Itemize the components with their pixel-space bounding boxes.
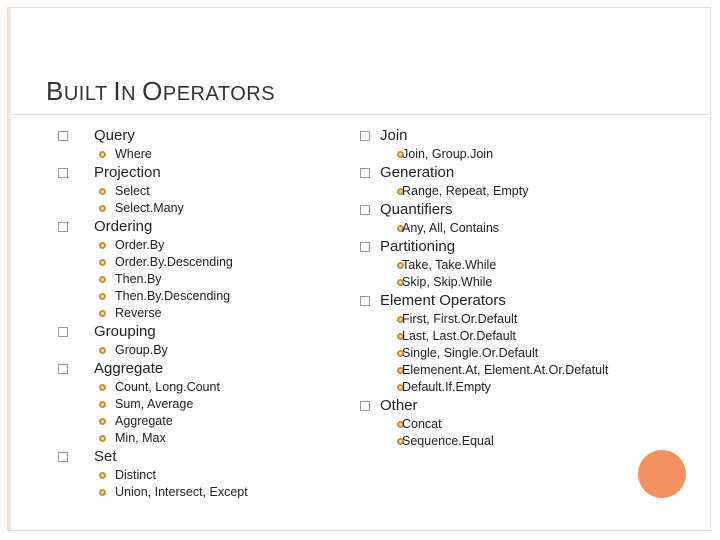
list-item-text: Sequence.Equal	[402, 434, 494, 448]
square-bullet-icon	[360, 401, 370, 411]
list-item	[58, 146, 338, 163]
list-item-text: Single, Single.Or.Default	[402, 346, 539, 360]
section-query	[58, 126, 338, 163]
list-item	[360, 328, 700, 345]
list-item-text: Then.By.Descending	[115, 289, 231, 303]
list-item-text: Min, Max	[115, 431, 166, 445]
square-bullet-icon	[58, 452, 68, 462]
section-heading-label: Partitioning	[380, 238, 456, 255]
list-item-text: Default.If.Empty	[402, 380, 491, 394]
list-item	[58, 484, 338, 501]
list-item	[58, 396, 338, 413]
square-bullet-icon	[58, 131, 68, 141]
list-item	[360, 362, 700, 379]
section-heading	[58, 163, 338, 183]
title-perators: PERATORS	[162, 83, 276, 105]
item-list	[360, 146, 700, 163]
list-item	[360, 345, 700, 362]
item-list	[58, 146, 338, 163]
section-generation	[360, 163, 700, 200]
section-set	[58, 447, 338, 501]
right-column	[360, 126, 700, 450]
item-list	[58, 342, 338, 359]
section-heading-label: Other	[380, 397, 418, 414]
section-heading	[58, 126, 338, 146]
list-item	[360, 379, 700, 396]
title-n: N	[121, 83, 143, 105]
list-item	[360, 274, 700, 291]
list-item	[58, 288, 338, 305]
item-list	[360, 220, 700, 237]
section-heading	[360, 291, 700, 311]
section-heading	[360, 126, 700, 146]
item-list	[360, 416, 700, 450]
list-item-text: Last, Last.Or.Default	[402, 329, 516, 343]
list-item	[360, 433, 700, 450]
list-item-text: Take, Take.While	[402, 258, 497, 272]
section-element-operators	[360, 291, 700, 396]
list-item	[360, 146, 700, 163]
list-item-text: Join, Group.Join	[402, 147, 494, 161]
section-join	[360, 126, 700, 163]
round-bullet-icon	[99, 347, 106, 354]
round-bullet-icon	[99, 151, 106, 158]
section-heading	[360, 163, 700, 183]
round-bullet-icon	[99, 401, 106, 408]
round-bullet-icon	[99, 384, 106, 391]
section-grouping	[58, 322, 338, 359]
round-bullet-icon	[99, 259, 106, 266]
round-bullet-icon	[99, 205, 106, 212]
item-list	[58, 467, 338, 501]
accent-circle	[638, 450, 686, 498]
section-heading-label: Ordering	[94, 218, 153, 235]
left-column	[58, 126, 338, 501]
square-bullet-icon	[360, 131, 370, 141]
item-list	[58, 379, 338, 447]
section-other	[360, 396, 700, 450]
section-heading-label: Projection	[94, 164, 161, 181]
list-item-text: Select.Many	[115, 201, 184, 215]
square-bullet-icon	[58, 168, 68, 178]
section-heading-label: Set	[94, 448, 117, 465]
list-item	[360, 416, 700, 433]
list-item	[58, 183, 338, 200]
list-item-text: Then.By	[115, 272, 162, 286]
list-item	[360, 257, 700, 274]
list-item	[360, 183, 700, 200]
square-bullet-icon	[360, 168, 370, 178]
square-bullet-icon	[58, 222, 68, 232]
list-item-text: Range, Repeat, Empty	[402, 184, 529, 198]
item-list	[58, 237, 338, 322]
title-initial-o: O	[142, 76, 163, 106]
round-bullet-icon	[99, 489, 106, 496]
item-list	[360, 183, 700, 200]
list-item-text: Any, All, Contains	[402, 221, 500, 235]
list-item	[58, 467, 338, 484]
list-item-text: Select	[115, 184, 150, 198]
section-heading-label: Aggregate	[94, 360, 164, 377]
list-item-text: Group.By	[115, 343, 168, 357]
section-heading	[58, 447, 338, 467]
title-divider	[12, 114, 708, 115]
section-heading	[360, 200, 700, 220]
section-heading-label: Query	[94, 127, 135, 144]
slide-title	[46, 76, 275, 107]
list-item	[58, 413, 338, 430]
section-projection	[58, 163, 338, 217]
square-bullet-icon	[58, 327, 68, 337]
section-heading-label: Join	[380, 127, 408, 144]
square-bullet-icon	[360, 296, 370, 306]
section-quantifiers	[360, 200, 700, 237]
list-item	[58, 379, 338, 396]
list-item	[360, 220, 700, 237]
item-list	[360, 311, 700, 396]
list-item-text: Reverse	[115, 306, 162, 320]
round-bullet-icon	[99, 242, 106, 249]
round-bullet-icon	[99, 435, 106, 442]
list-item	[58, 254, 338, 271]
section-heading-label: Generation	[380, 164, 455, 181]
list-item	[58, 430, 338, 447]
list-item-text: Distinct	[115, 468, 156, 482]
square-bullet-icon	[360, 205, 370, 215]
section-heading	[58, 322, 338, 342]
square-bullet-icon	[58, 364, 68, 374]
section-heading-label: Element Operators	[380, 292, 506, 309]
section-heading	[360, 396, 700, 416]
list-item-text: Count, Long.Count	[115, 380, 220, 394]
list-item-text: First, First.Or.Default	[402, 312, 518, 326]
slide-left-accent	[8, 8, 11, 530]
list-item-text: Order.By	[115, 238, 165, 252]
list-item	[360, 311, 700, 328]
list-item-text: Where	[115, 147, 152, 161]
round-bullet-icon	[99, 418, 106, 425]
square-bullet-icon	[360, 242, 370, 252]
round-bullet-icon	[99, 472, 106, 479]
section-heading	[360, 237, 700, 257]
list-item	[58, 305, 338, 322]
list-item-text: Aggregate	[115, 414, 173, 428]
section-heading-label: Quantifiers	[380, 201, 453, 218]
list-item	[58, 342, 338, 359]
title-uilt: UILT	[63, 83, 114, 105]
list-item-text: Skip, Skip.While	[402, 275, 493, 289]
list-item-text: Sum, Average	[115, 397, 194, 411]
item-list	[360, 257, 700, 291]
title-initial-i: I	[113, 76, 122, 106]
list-item-text: Concat	[402, 417, 442, 431]
list-item	[58, 200, 338, 217]
round-bullet-icon	[99, 276, 106, 283]
item-list	[58, 183, 338, 217]
list-item	[58, 237, 338, 254]
round-bullet-icon	[99, 293, 106, 300]
section-heading	[58, 359, 338, 379]
section-partitioning	[360, 237, 700, 291]
round-bullet-icon	[99, 188, 106, 195]
title-initial-b: B	[46, 76, 64, 106]
section-ordering	[58, 217, 338, 322]
list-item	[58, 271, 338, 288]
list-item-text: Elemenent.At, Element.At.Or.Defatult	[402, 363, 609, 377]
section-heading	[58, 217, 338, 237]
round-bullet-icon	[99, 310, 106, 317]
section-aggregate	[58, 359, 338, 447]
section-heading-label: Grouping	[94, 323, 156, 340]
list-item-text: Order.By.Descending	[115, 255, 233, 269]
list-item-text: Union, Intersect, Except	[115, 485, 248, 499]
